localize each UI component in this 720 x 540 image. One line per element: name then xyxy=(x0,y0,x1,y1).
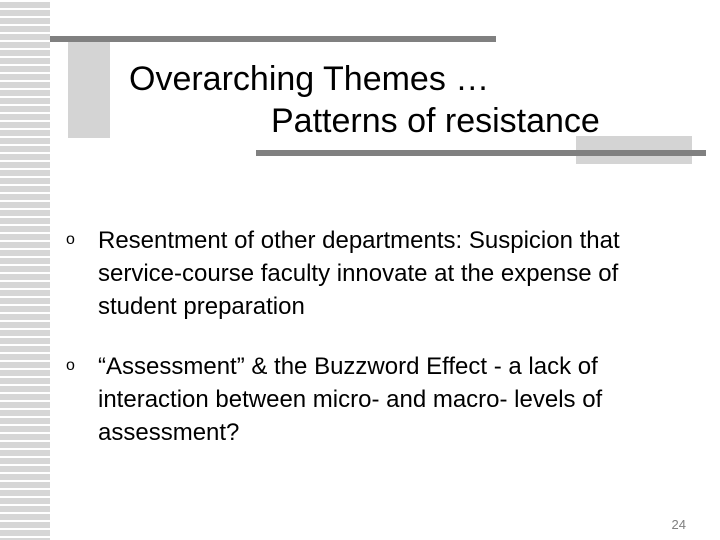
left-stripe-decoration xyxy=(0,0,50,540)
page-number: 24 xyxy=(671,517,686,532)
title-bottom-rule xyxy=(256,150,706,156)
bullet-marker-icon: o xyxy=(66,357,75,374)
slide-title-line-1: Overarching Themes … xyxy=(129,60,490,98)
bullet-text-1: Resentment of other departments: Suspicion that service-course faculty innovate at the expense of student preparation xyxy=(98,227,620,320)
title-block-decoration-left xyxy=(68,36,110,138)
slide-title-line-2: Patterns of resistance xyxy=(271,102,600,140)
bullet-marker-icon: o xyxy=(66,231,75,248)
title-top-rule xyxy=(50,36,496,42)
bullet-text-2: “Assessment” & the Buzzword Effect - a lack of interaction between micro- and macro- levels of assessment? xyxy=(98,353,603,446)
